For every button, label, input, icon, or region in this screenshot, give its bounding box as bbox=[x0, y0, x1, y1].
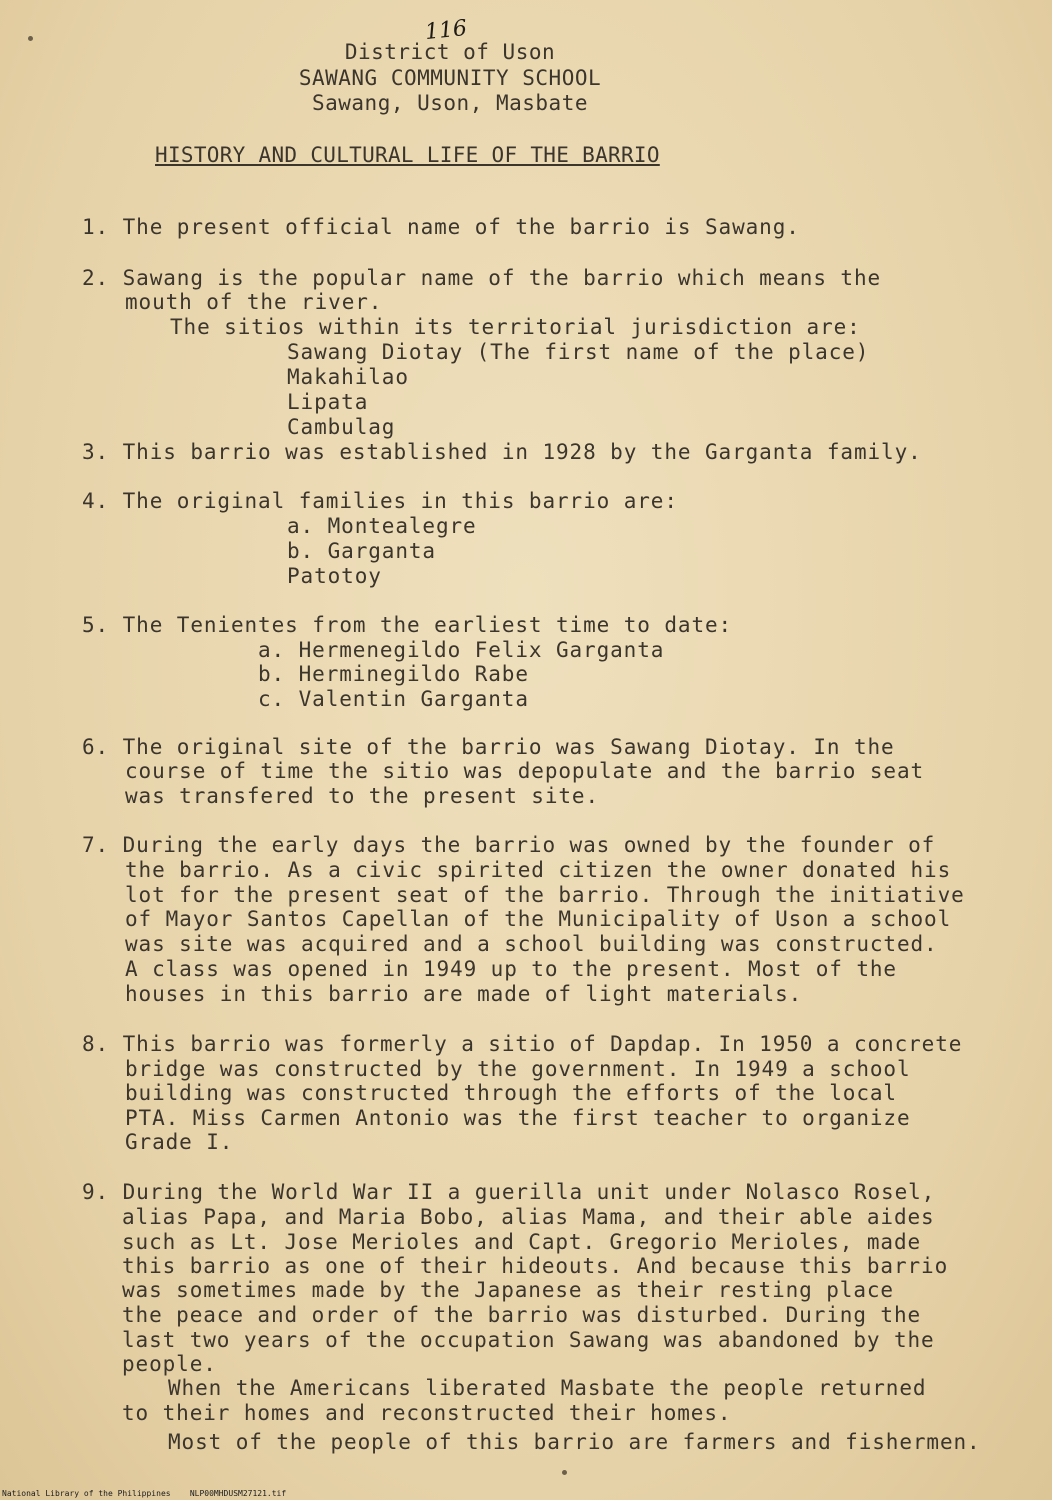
item-7-line: was site was acquired and a school building was constructed. bbox=[125, 932, 938, 956]
item-7-line: lot for the present seat of the barrio. Through the initiative bbox=[125, 883, 965, 907]
item-2-line: 2. Sawang is the popular name of the barrio which means the bbox=[82, 266, 882, 290]
paper-speck bbox=[28, 36, 33, 41]
item-9-line: to their homes and reconstructed their homes. bbox=[122, 1401, 732, 1425]
item-8-line: 8. This barrio was formerly a sitio of Dapdap. In 1950 a concrete bbox=[82, 1032, 963, 1056]
item-7-line: A class was opened in 1949 up to the present. Most of the bbox=[125, 957, 897, 981]
teniente-list-item: c. Valentin Garganta bbox=[258, 687, 529, 711]
handwritten-page-number: 116 bbox=[423, 15, 469, 46]
sitio-list-item: Sawang Diotay (The first name of the place) bbox=[287, 340, 870, 364]
header-district: District of Uson bbox=[344, 40, 556, 64]
item-8-line: PTA. Miss Carmen Antonio was the first teacher to organize bbox=[125, 1106, 911, 1130]
sitio-list-item: Cambulag bbox=[287, 415, 396, 439]
family-list-item: b. Garganta bbox=[287, 539, 436, 563]
header-address: Sawang, Uson, Masbate bbox=[311, 91, 588, 115]
item-2-line: The sitios within its territorial jurisdiction are: bbox=[170, 315, 861, 339]
item-9-line: last two years of the occupation Sawang was abandoned by the bbox=[122, 1328, 935, 1352]
item-7-line: the barrio. As a civic spirited citizen the owner donated his bbox=[125, 858, 952, 882]
item-9-line: this barrio as one of their hideouts. And because this barrio bbox=[122, 1254, 949, 1278]
family-list-item: Patotoy bbox=[287, 564, 382, 588]
item-6-line: course of time the sitio was depopulate and the barrio seat bbox=[125, 759, 925, 783]
item-7-line: 7. During the early days the barrio was owned by the founder of bbox=[82, 833, 936, 857]
item-4-line: 4. The original families in this barrio are: bbox=[82, 489, 678, 513]
item-5-line: 5. The Tenientes from the earliest time to date: bbox=[82, 613, 733, 637]
item-9-line: 9. During the World War II a guerilla unit under Nolasco Rosel, bbox=[82, 1180, 936, 1204]
item-6-line: was transfered to the present site. bbox=[125, 784, 600, 808]
paper-speck bbox=[562, 1470, 567, 1475]
item-9-line: Most of the people of this barrio are farmers and fishermen. bbox=[168, 1430, 981, 1454]
teniente-list-item: a. Hermenegildo Felix Garganta bbox=[258, 638, 665, 662]
teniente-list-item: b. Herminegildo Rabe bbox=[258, 662, 529, 686]
item-9-line: was sometimes made by the Japanese as their resting place bbox=[122, 1278, 894, 1302]
item-9-line: alias Papa, and Maria Bobo, alias Mama, and their able aides bbox=[122, 1205, 935, 1229]
document-title: HISTORY AND CULTURAL LIFE OF THE BARRIO bbox=[155, 143, 660, 167]
item-1-line: 1. The present official name of the barrio is Sawang. bbox=[82, 215, 800, 239]
item-9-line: such as Lt. Jose Merioles and Capt. Gregorio Merioles, made bbox=[122, 1230, 922, 1254]
header-school: SAWANG COMMUNITY SCHOOL bbox=[298, 66, 602, 90]
item-8-line: Grade I. bbox=[125, 1130, 234, 1154]
item-8-line: building was constructed through the efforts of the local bbox=[125, 1081, 897, 1105]
footer-filename: NLP00MHDUSM27121.tif bbox=[189, 1489, 287, 1498]
item-8-line: bridge was constructed by the government. In 1949 a school bbox=[125, 1057, 911, 1081]
item-6-line: 6. The original site of the barrio was Sawang Diotay. In the bbox=[82, 735, 895, 759]
footer-library: National Library of the Philippines bbox=[2, 1489, 171, 1498]
item-7-line: of Mayor Santos Capellan of the Municipality of Uson a school bbox=[125, 907, 952, 931]
item-3-line: 3. This barrio was established in 1928 by the Garganta family. bbox=[82, 440, 922, 464]
sitio-list-item: Lipata bbox=[287, 390, 369, 414]
family-list-item: a. Montealegre bbox=[287, 514, 477, 538]
item-9-line: the peace and order of the barrio was disturbed. During the bbox=[122, 1303, 922, 1327]
scan-footer bbox=[2, 1489, 286, 1498]
item-9-line: When the Americans liberated Masbate the people returned bbox=[168, 1376, 927, 1400]
item-7-line: houses in this barrio are made of light materials. bbox=[125, 982, 803, 1006]
item-9-line: people. bbox=[122, 1352, 217, 1376]
item-2-line: mouth of the river. bbox=[125, 290, 383, 314]
sitio-list-item: Makahilao bbox=[287, 365, 409, 389]
